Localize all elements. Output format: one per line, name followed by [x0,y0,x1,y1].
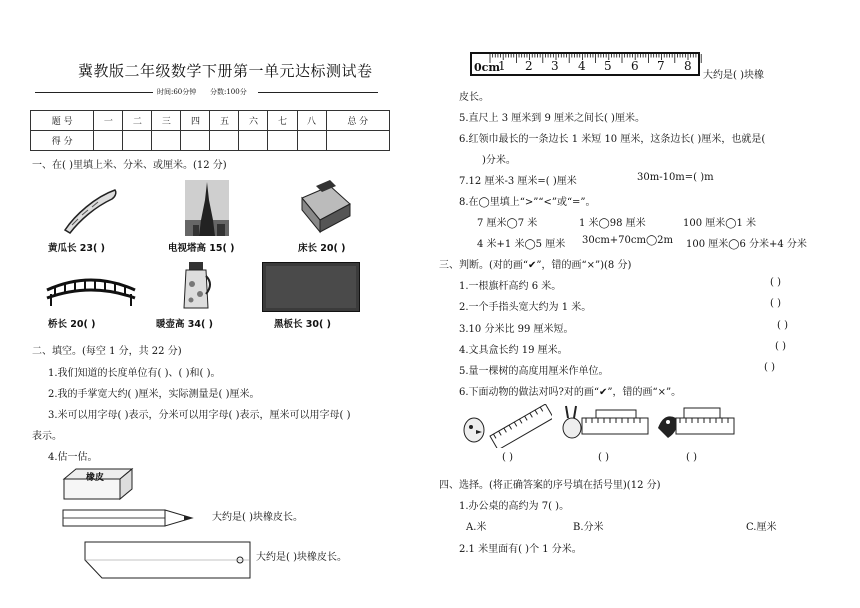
table-row [31,111,390,131]
table-cell: 六 [239,111,268,131]
judge-paren: ( ) [686,452,697,463]
ruler-label-5: 5 [604,59,612,73]
ruler-cm-question-cont: 皮长。 [459,92,489,103]
table-cell: 题 号 [31,111,94,131]
caption-thermos: 暖壶高 34( ) [156,319,214,330]
judge-paren: ( ) [777,320,788,331]
compare-item: 4 米+1 米◯5 厘米 [477,239,566,250]
table-cell: 一 [94,111,123,131]
page-title: 冀教版二年级数学下册第一单元达标测试卷 [78,62,373,80]
thermos-image [178,262,214,312]
chick-measuring-image [460,404,552,448]
divider [35,92,153,93]
table-cell [123,131,152,151]
table-cell [94,131,123,151]
blackboard-image [262,262,360,312]
score-table [30,110,390,151]
question-2-6: 6.红领巾最长的一条边长 1 米短 10 厘米，这条边长( )厘米，也就是( [459,134,766,145]
compare-item: 100 厘米◯6 分米+4 分米 [686,239,807,250]
ruler-label-1: 1 [498,59,506,73]
question-2-5: 5.直尺上 3 厘米到 9 厘米之间长( )厘米。 [459,113,645,124]
question-2-6-cont: )分米。 [482,155,516,166]
judge-4: 4.文具盒长约 19 厘米。 [459,345,568,356]
choice-1-option-c: C.厘米 [746,522,777,533]
table-cell [210,131,239,151]
crow-measuring-image [654,404,736,444]
judge-6: 6.下面动物的做法对吗?对的画“✔”，错的画“×”。 [459,387,682,398]
question-2-1: 1.我们知道的长度单位有( )、( )和( )。 [48,368,221,379]
caption-cucumber: 黄瓜长 23( ) [48,243,106,254]
compare-item: 1 米◯98 厘米 [579,218,646,229]
judge-1: 1.一根旗杆高约 6 米。 [459,281,562,292]
eraser-label: 橡皮 [86,473,105,483]
ruler-label-7: 7 [657,59,665,73]
question-2-7a: 7.12 厘米-3 厘米=( )厘米 [459,176,577,187]
table-cell [239,131,268,151]
table-cell: 七 [268,111,297,131]
ruler-cm-question: 大约是( )块橡 [703,70,764,81]
choice-1-option-a: A.米 [466,522,487,533]
section3-heading: 三、判断。(对的画“✔”，错的画“×”)(8 分) [439,260,632,271]
table-cell: 总 分 [326,111,389,131]
ruler-label-2: 2 [525,59,533,73]
table-cell: 五 [210,111,239,131]
table-cell: 四 [181,111,210,131]
question-2-3: 3.米可以用字母( )表示，分米可以用字母( )表示，厘米可以用字母( ) [48,410,351,421]
choice-2: 2.1 米里面有( )个 1 分米。 [459,544,582,555]
caption-bridge: 桥长 20( ) [48,319,96,330]
compare-item: 100 厘米◯1 米 [683,218,756,229]
table-cell [268,131,297,151]
question-2-3-cont: 表示。 [32,431,62,442]
section1-heading: 一、在( )里填上米、分米、或厘米。(12 分) [32,160,227,171]
section2-heading: 二、填空。(每空 1 分，共 22 分) [32,346,182,357]
caption-blackboard: 黑板长 30( ) [274,319,332,330]
ruler-label-0: 0cm [474,61,500,74]
section4-heading: 四、选择。(将正确答案的序号填在括号里)(12 分) [439,480,661,491]
table-cell [152,131,181,151]
table-cell [181,131,210,151]
judge-paren: ( ) [502,452,513,463]
judge-5: 5.量一棵树的高度用厘米作单位。 [459,366,609,377]
table-cell [297,131,326,151]
rabbit-measuring-image [560,404,650,444]
table-row [31,131,390,151]
compare-item: 7 厘米◯7 米 [477,218,538,229]
judge-paren: ( ) [770,277,781,288]
judge-paren: ( ) [770,298,781,309]
question-2-4: 4.估一估。 [48,452,98,463]
compare-item: 30cm+70cm◯2m [582,235,674,246]
caption-tv-tower: 电视塔高 15( ) [168,243,235,254]
score-info: 分数:100分 [210,88,247,96]
ruler-label-8: 8 [684,59,692,73]
table-cell [326,131,389,151]
judge-paren: ( ) [764,362,775,373]
question-2-2: 2.我的手掌宽大约( )厘米，实际测量是( )厘米。 [48,389,260,400]
question-2-8: 8.在◯里填上“>”“<”或“=”。 [459,197,596,208]
judge-2: 2.一个手指头宽大约为 1 米。 [459,302,592,313]
ruler-label-4: 4 [578,59,586,73]
ruler-image [84,540,256,580]
table-cell: 二 [123,111,152,131]
question-2-7b: 30m-10m=( )m [637,172,714,183]
pencil-question: 大约是( )块橡皮长。 [212,512,303,523]
tv-tower-image [185,180,229,236]
judge-paren: ( ) [775,341,786,352]
bridge-image [45,272,137,308]
bed-image [296,180,354,234]
ruler-question: 大约是( )块橡皮长。 [256,552,347,563]
ruler-label-6: 6 [631,59,639,73]
choice-1: 1.办公桌的高约为 7( )。 [459,501,570,512]
cucumber-image [60,185,120,235]
table-cell: 得 分 [31,131,94,151]
choice-1-option-b: B.分米 [573,522,604,533]
divider [258,92,378,93]
ruler-label-3: 3 [551,59,559,73]
judge-3: 3.10 分米比 99 厘米短。 [459,324,574,335]
judge-paren: ( ) [598,452,609,463]
time-info: 时间:60分钟 [157,88,197,96]
caption-bed: 床长 20( ) [298,243,346,254]
table-cell: 八 [297,111,326,131]
table-cell: 三 [152,111,181,131]
pencil-image [62,502,202,534]
